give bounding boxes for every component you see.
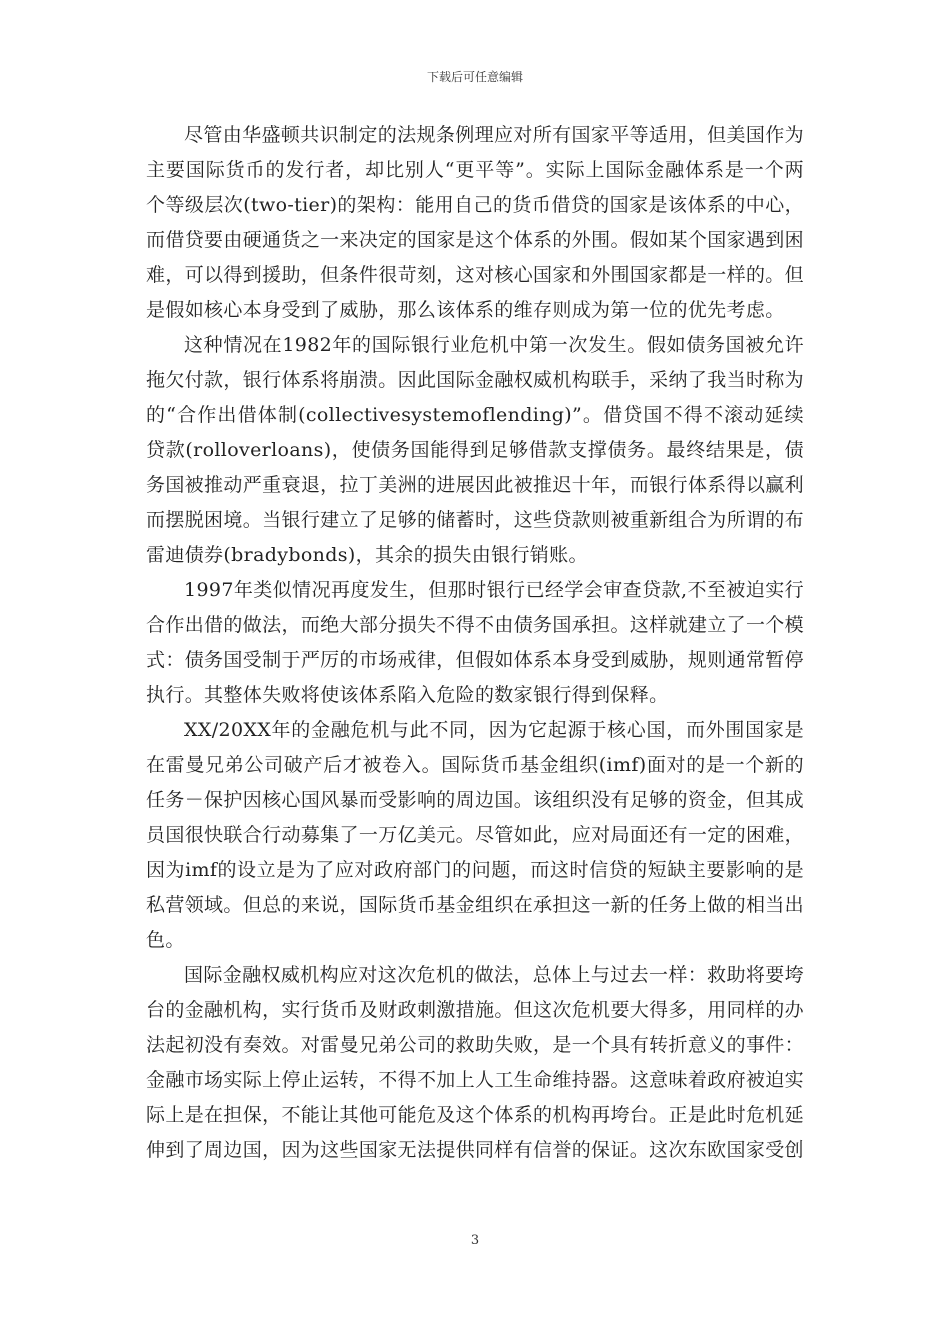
document-body [146, 118, 804, 1168]
page-number: 3 [470, 1233, 480, 1248]
body-paragraph: XX/20XX年的金融危机与此不同，因为它起源于核心国，而外围国家是在雷曼兄弟公司破产后才被卷入。国际货币基金组织(imf)面对的是一个新的任务－保护因核心国风暴而受影响的周边国。该组织没有足够的资金，但其成员国很快联合行动募集了一万亿美元。尽管如此，应对局面还有一定的困难，因为imf的设立是为了应对政府部门的问题，而这时信贷的短缺主要影响的是私营领域。但总的来说，国际货币基金组织在承担这一新的任务上做的相当出色。 [146, 719, 804, 951]
body-paragraph: 国际金融权威机构应对这次危机的做法，总体上与过去一样：救助将要垮台的金融机构，实行货币及财政刺激措施。但这次危机要大得多，用同样的办法起初没有奏效。对雷曼兄弟公司的救助失败，是一个具有转折意义的事件：金融市场实际上停止运转，不得不加上人工生命维持器。这意味着政府被迫实际上是在担保，不能让其他可能危及这个体系的机构再垮台。正是此时危机延伸到了周边国，因为这些国家无法提供同样有信誉的保证。这次东欧国家受创 [146, 964, 804, 1161]
body-paragraph: 尽管由华盛顿共识制定的法规条例理应对所有国家平等适用，但美国作为主要国际货币的发行者，却比别人“更平等”。实际上国际金融体系是一个两个等级层次(two-tier)的架构：能用自己的货币借贷的国家是该体系的中心，而借贷要由硬通货之一来决定的国家是这个体系的外围。假如某个国家遇到困难，可以得到援助，但条件很苛刻，这对核心国家和外围国家都是一样的。但是假如核心本身受到了威胁，那么该体系的维存则成为第一位的优先考虑。 [146, 124, 804, 321]
page-header-note: 下载后可任意编辑 [426, 70, 523, 84]
body-paragraph: 1997年类似情况再度发生，但那时银行已经学会审查贷款,不至被迫实行合作出借的做法，而绝大部分损失不得不由债务国承担。这样就建立了一个模式：债务国受制于严厉的市场戒律，但假如体系本身受到威胁，规则通常暂停执行。其整体失败将使该体系陷入危险的数家银行得到保释。 [146, 579, 804, 706]
body-paragraph: 这种情况在1982年的国际银行业危机中第一次发生。假如债务国被允许拖欠付款，银行体系将崩溃。因此国际金融权威机构联手，采纳了我当时称为的“合作出借体制(collectivesystemoflending)”。借贷国不得不滚动延续贷款(rolloverloans)，使债务国能得到足够借款支撑债务。最终结果是，债务国被推动严重衰退，拉丁美洲的进展因此被推迟十年，而银行体系得以赢利而摆脱困境。当银行建立了足够的储蓄时，这些贷款则被重新组合为所谓的布雷迪债券(bradybonds)，其余的损失由银行销账。 [146, 334, 804, 566]
